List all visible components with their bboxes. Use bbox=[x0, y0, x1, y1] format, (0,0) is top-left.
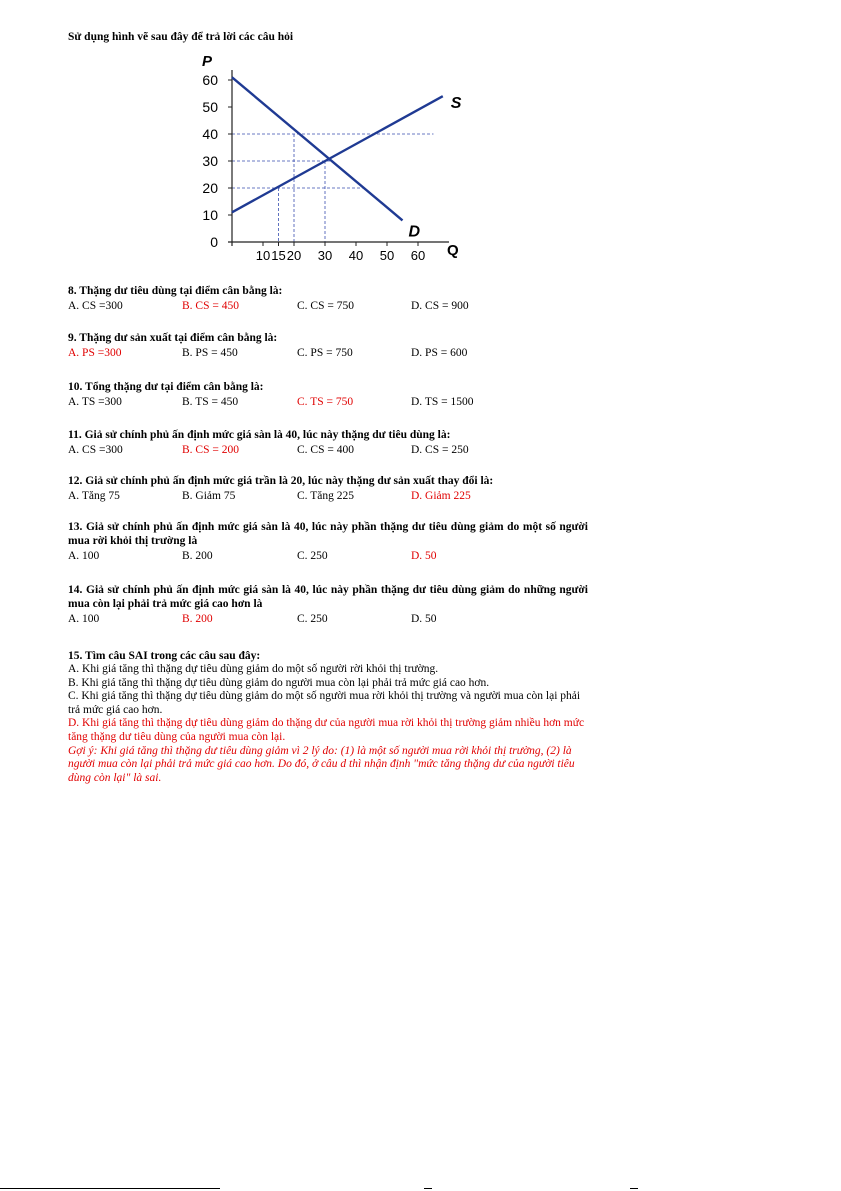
x-axis-label: Q bbox=[447, 242, 459, 259]
option-b: B. 200 bbox=[182, 613, 213, 625]
question-title: 12. Giả sử chính phủ ấn định mức giá trần là 20, lúc này thặng dư sản xuất thay đổi là: bbox=[68, 475, 494, 487]
option-c: C. CS = 750 bbox=[297, 300, 354, 312]
option-c: C. 250 bbox=[297, 550, 328, 562]
y-tick-label: 0 bbox=[210, 234, 218, 250]
y-axis-label: P bbox=[202, 53, 213, 70]
question-title: 10. Tổng thặng dư tại điểm cân bằng là: bbox=[68, 381, 264, 393]
option-b: B. TS = 450 bbox=[182, 396, 239, 408]
option-a: A. 100 bbox=[68, 550, 100, 562]
footer-mark bbox=[424, 1188, 432, 1189]
y-tick-label: 20 bbox=[202, 180, 218, 196]
supply-demand-chart bbox=[0, 0, 841, 270]
series-line-s bbox=[232, 96, 443, 212]
series-label-s: S bbox=[450, 95, 462, 113]
question-8 bbox=[68, 284, 588, 316]
y-tick-label: 10 bbox=[202, 207, 218, 223]
question-13 bbox=[68, 520, 588, 566]
options-row bbox=[68, 300, 588, 316]
question-title: 14. Giả sử chính phủ ấn định mức giá sàn là 40, lúc này phần thặng dư tiêu dùng giảm do những người mua còn lại phải trả mức giá cao hơn là bbox=[68, 584, 588, 610]
series-label-d: D bbox=[408, 223, 421, 241]
footer-rule bbox=[0, 1188, 220, 1189]
option-b: B. 200 bbox=[182, 550, 213, 562]
question-12 bbox=[68, 474, 588, 506]
y-tick-label: 30 bbox=[202, 153, 218, 169]
options-row bbox=[68, 396, 588, 412]
option-d: D. CS = 900 bbox=[411, 300, 469, 312]
x-tick-label: 50 bbox=[379, 248, 395, 263]
hint-text: Gợi ý: Khi giá tăng thì thặng dư tiêu dùng giảm vì 2 lý do: (1) là một số người mua rời khỏi thị trường, (2) là người mua còn lại phải trả mức giá cao hơn. Do đó, ở câu d thì nhận định "mức tăng thặng dư của người tiêu dùng còn lại" là sai. bbox=[68, 744, 575, 784]
option-d: D. PS = 600 bbox=[411, 347, 468, 359]
question-11 bbox=[68, 428, 588, 460]
option-b: B. Khi giá tăng thì thặng dự tiêu dùng giảm do người mua còn lại phải trả mức giá cao hơn. bbox=[68, 676, 490, 689]
option-c: C. TS = 750 bbox=[297, 396, 354, 408]
option-a: A. Khi giá tăng thì thặng dự tiêu dùng giảm do một số người rời khỏi thị trường. bbox=[68, 663, 439, 675]
x-tick-label: 30 bbox=[317, 248, 333, 263]
footer-mark bbox=[630, 1188, 638, 1189]
option-c: C. Tăng 225 bbox=[297, 490, 354, 502]
question-14 bbox=[68, 583, 588, 629]
option-b: B. CS = 200 bbox=[182, 444, 239, 456]
option-a: A. CS =300 bbox=[68, 300, 123, 312]
y-tick-label: 60 bbox=[202, 72, 218, 88]
option-d: D. TS = 1500 bbox=[411, 396, 474, 408]
option-d: D. CS = 250 bbox=[411, 444, 469, 456]
question-15 bbox=[68, 649, 588, 785]
y-tick-label: 40 bbox=[202, 126, 218, 142]
option-a: A. TS =300 bbox=[68, 396, 122, 408]
options-row bbox=[68, 550, 588, 566]
x-tick-label: 40 bbox=[348, 248, 364, 263]
option-c: C. Khi giá tăng thì thặng dự tiêu dùng giảm do một số người mua rời khỏi thị trường và người mua còn lại phải trả mức giá cao hơn. bbox=[68, 690, 581, 716]
x-tick-label: 60 bbox=[410, 248, 426, 263]
question-10 bbox=[68, 380, 588, 412]
options-row bbox=[68, 490, 588, 506]
options-row bbox=[68, 444, 588, 460]
x-tick-label: 10 bbox=[255, 248, 271, 263]
option-d: D. 50 bbox=[411, 550, 437, 562]
option-a: A. CS =300 bbox=[68, 444, 123, 456]
option-b: B. PS = 450 bbox=[182, 347, 238, 359]
option-c: C. 250 bbox=[297, 613, 328, 625]
question-title: 15. Tìm câu SAI trong các câu sau đây: bbox=[68, 650, 261, 662]
options-row bbox=[68, 347, 588, 363]
option-c: C. CS = 400 bbox=[297, 444, 354, 456]
question-9 bbox=[68, 331, 588, 363]
question-title: 8. Thặng dư tiêu dùng tại điểm cân bằng là: bbox=[68, 285, 283, 297]
x-tick-label: 15 bbox=[271, 248, 286, 263]
question-title: 13. Giả sử chính phủ ấn định mức giá sàn là 40, lúc này phần thặng dư tiêu dùng giảm do một số người mua rời khỏi thị trường là bbox=[68, 521, 588, 547]
question-title: 11. Giả sử chính phủ ấn định mức giá sàn là 40, lúc này thặng dư tiêu dùng là: bbox=[68, 429, 451, 441]
options-row bbox=[68, 613, 588, 629]
option-d: D. Giảm 225 bbox=[411, 490, 471, 502]
option-a: A. Tăng 75 bbox=[68, 490, 120, 502]
y-tick-label: 50 bbox=[202, 99, 218, 115]
option-a: A. 100 bbox=[68, 613, 100, 625]
intro-text: Sử dụng hình vẽ sau đây để trả lời các câu hỏi bbox=[68, 31, 294, 43]
option-a: A. PS =300 bbox=[68, 347, 122, 359]
question-title: 9. Thặng dư sản xuất tại điểm cân bằng là: bbox=[68, 332, 278, 344]
option-b: B. CS = 450 bbox=[182, 300, 239, 312]
option-d: D. 50 bbox=[411, 613, 437, 625]
option-d: D. Khi giá tăng thì thặng dự tiêu dùng giảm do thặng dư của người mua rời khỏi thị trường giảm nhiều hơn mức tăng thặng dư tiêu dùng của người mua còn lại. bbox=[68, 717, 585, 743]
option-b: B. Giảm 75 bbox=[182, 490, 236, 502]
x-tick-label: 20 bbox=[286, 248, 302, 263]
option-c: C. PS = 750 bbox=[297, 347, 353, 359]
